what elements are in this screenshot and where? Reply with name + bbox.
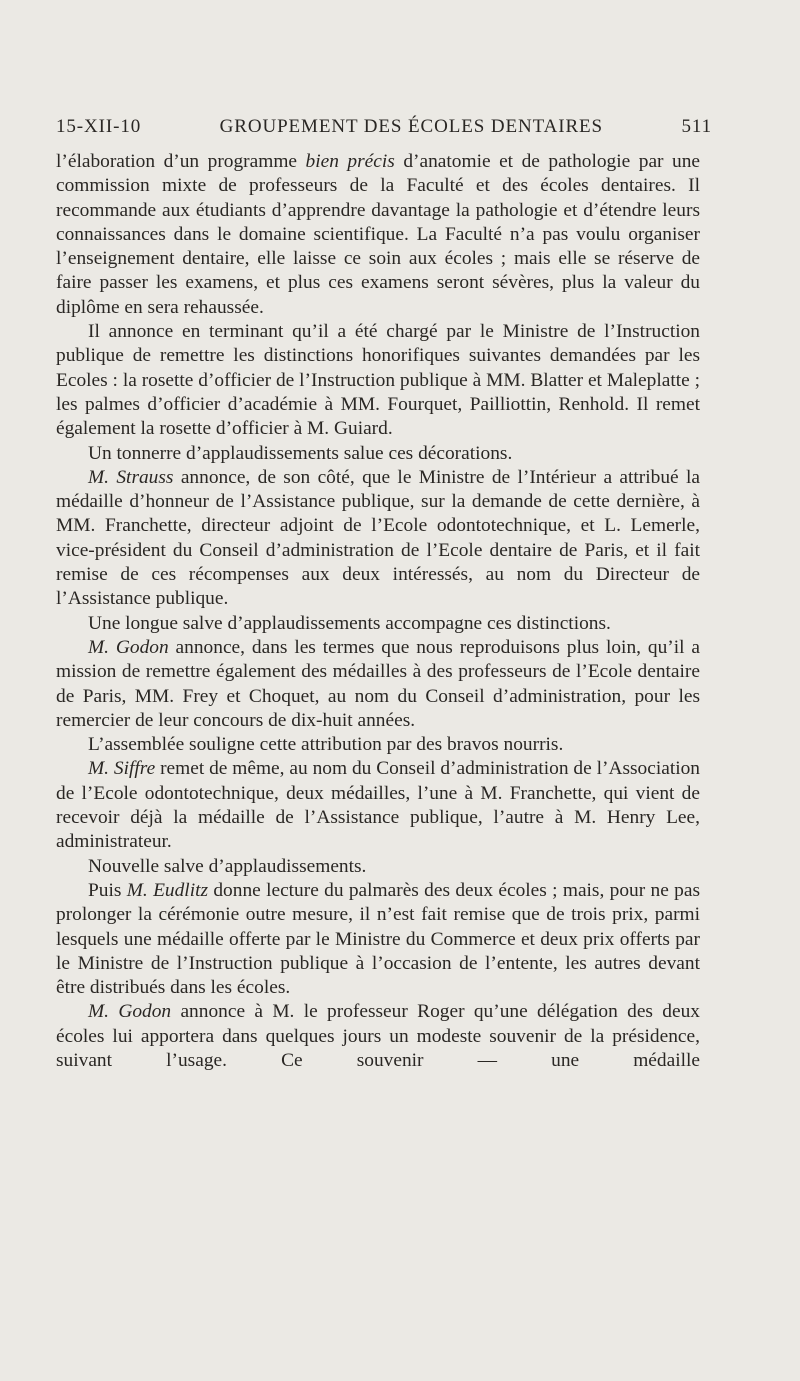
header-date: 15-XII-10	[56, 116, 142, 137]
text-run: remet de même, au nom du Conseil d’administration de l’Association de l’Ecole odontotechnique, deux médailles, l’une à M. Franchette, qui vient de recevoir déjà la médaille de l’Assistance publique, l’autre à M. Henry Lee, administrateur.	[56, 758, 701, 853]
text-run: Puis	[88, 879, 127, 901]
text-run: donne lecture du palmarès des deux écoles ; mais, pour ne pas prolonger la cérémonie outre mesure, il n’est fait remise que de trois prix, parmi lesquels une médaille offerte par le Ministre du Commerce et deux prix offerts par le Ministre de l’Instruction publique à l’occasion de l’entente, les autres devant être distribués dans les écoles.	[56, 879, 701, 999]
italic-name: M. Strauss	[88, 466, 174, 488]
body-text	[56, 150, 700, 1073]
paragraph	[56, 855, 700, 879]
paragraph	[56, 1000, 700, 1073]
text-run: d’anatomie et de pathologie par une commission mixte de professeurs de la Faculté et des écoles dentaires. Il recommande aux étudiants d’apprendre davantage la pathologie et d’étendre leurs connaissances dans le domaine scientifique. La Faculté n’a pas voulu organiser l’enseignement dentaire, elle laisse ce soin aux écoles ; mais elle se réserve de faire passer les examens, et plus ces examens seront sévères, plus la valeur du diplôme en sera rehaussée.	[56, 151, 701, 318]
italic-name: M. Siffre	[88, 758, 156, 780]
text-run: annonce à M. le professeur Roger qu’une délégation des deux écoles lui apportera dans quelques jours un modeste souvenir de la présidence, suivant l’usage. Ce souvenir — une médaille	[56, 1001, 700, 1071]
text-run: l’élaboration d’un programme	[56, 151, 306, 172]
paragraph	[56, 150, 700, 320]
text-run: Il annonce en terminant qu’il a été chargé par le Ministre de l’Instruction publique de remettre les distinctions honorifiques suivantes demandées par les Ecoles : la rosette d’officier de l’Instruction publique à MM. Blatter et Maleplatte ; les palmes d’officier d’académie à MM. Fourquet, Pailliottin, Renhold. Il remet également la rosette d’officier à M. Guiard.	[56, 321, 700, 440]
paragraph	[56, 466, 700, 612]
page-number: 511	[681, 116, 712, 137]
paragraph	[56, 733, 700, 757]
paragraph	[56, 636, 700, 733]
header-title: GROUPEMENT DES ÉCOLES DENTAIRES	[219, 116, 603, 137]
paragraph	[56, 757, 700, 854]
text-run: annonce, dans les termes que nous reproduisons plus loin, qu’il a mission de remettre également des médailles à des professeurs de l’Ecole dentaire de Paris, MM. Frey et Choquet, au nom du Conseil d’administration, pour les remercier de leur concours de dix-huit années.	[56, 636, 700, 731]
italic-name: M. Godon	[88, 1001, 172, 1023]
text-run: Une longue salve d’applaudissements accompagne ces distinctions.	[88, 612, 611, 634]
paragraph	[56, 879, 700, 1000]
italic-name: M. Godon	[88, 636, 169, 658]
text-run: Nouvelle salve d’applaudissements.	[88, 855, 367, 877]
italic-name: bien précis	[305, 151, 395, 172]
italic-name: M. Eudlitz	[126, 879, 209, 901]
running-head	[56, 116, 712, 138]
paragraph	[56, 320, 700, 441]
paragraph	[56, 442, 700, 466]
paragraph	[56, 612, 700, 636]
text-run: annonce, de son côté, que le Ministre de l’Intérieur a attribué la médaille d’honneur de l’Assistance publique, sur la demande de cette dernière, à MM. Franchette, directeur adjoint de l’Ecole odontotechnique, et L. Lemerle, vice-président du Conseil d’administration de l’Ecole dentaire de Paris, et il fait remise de ces récompenses aux deux intéressés, au nom du Directeur de l’Assistance publique.	[56, 466, 700, 610]
text-run: L’assemblée souligne cette attribution par des bravos nourris.	[88, 734, 564, 756]
text-run: Un tonnerre d’applaudissements salue ces décorations.	[88, 442, 513, 464]
